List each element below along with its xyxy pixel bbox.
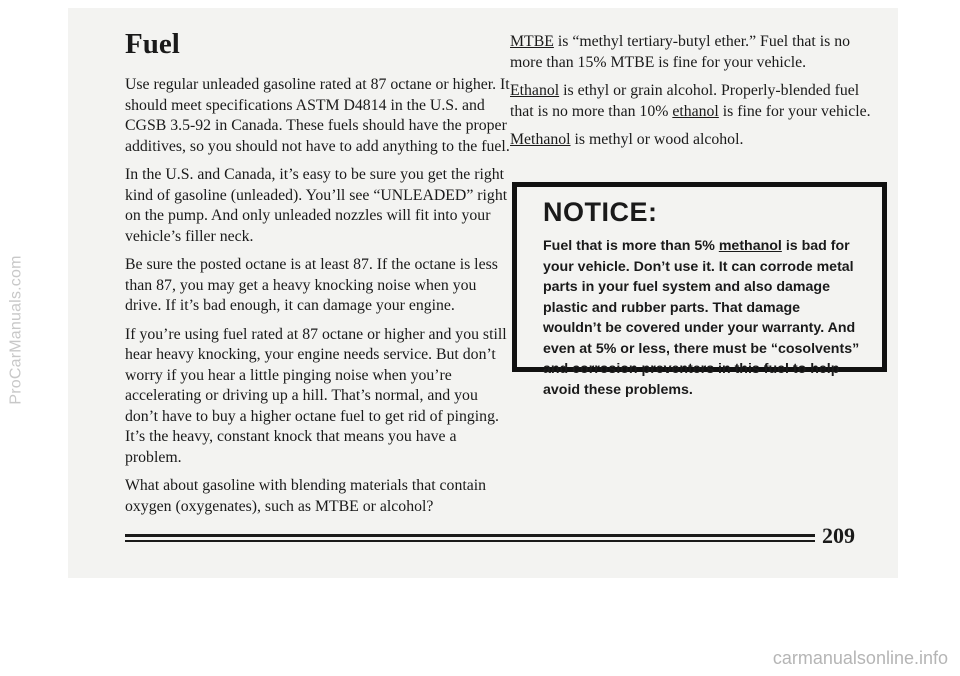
side-watermark-text: ProCarManuals.com [8, 255, 26, 405]
ethanol-text-a: is ethyl or grain alcohol. Properly-blended fuel that is no more than 10% [510, 82, 860, 120]
paragraph-gasoline-rating: Use regular unleaded gasoline rated at 87 octane or higher. It should meet specifications ASTM D4814 in the U.S. and CGSB 3.5-92 in Canada. These fuels should have the proper additives, so you should not have to add anything to the fuel. [125, 76, 510, 155]
term-ethanol: Ethanol [510, 82, 560, 99]
bottom-watermark: carmanualsonline.info [772, 648, 948, 668]
notice-text-a: Fuel that is more than 5% [543, 238, 719, 254]
page-number: 209 [822, 523, 855, 548]
notice-text-b: is bad for your vehicle. Don’t use it. It can corrode metal parts in your fuel system and also damage plastic and rubber parts. That damage wouldn’t be covered under your warranty. And even at 5% or less, there must be “cosolvents” and corrosion preventers in this fuel to help avoid these problems. [543, 238, 860, 398]
side-watermark [6, 70, 28, 590]
footer-rule-thin [125, 540, 815, 542]
mtbe-text: is “methyl tertiary-butyl ether.” Fuel that is no more than 15% MTBE is fine for your vehicle. [510, 33, 851, 71]
paragraph-oxygenates: What about gasoline with blending materials that contain oxygen (oxygenates), such as MTBE or alcohol? [125, 477, 487, 515]
notice-title: NOTICE: [543, 197, 658, 227]
term-methanol: Methanol [510, 131, 571, 148]
left-column [125, 28, 510, 525]
paragraph-mtbe [510, 32, 885, 73]
notice-box [512, 182, 887, 398]
page-title: Fuel [125, 28, 180, 60]
right-column [510, 32, 885, 159]
paragraph-octane: Be sure the posted octane is at least 87. If the octane is less than 87, you may get a heavy knocking noise when you drive. If it’s bad enough, it can damage your engine. [125, 256, 498, 314]
term-ethanol-inline: ethanol [672, 102, 719, 120]
methanol-text: is methyl or wood alcohol. [570, 131, 744, 148]
paragraph-ethanol [510, 81, 885, 122]
paragraph-knocking: If you’re using fuel rated at 87 octane or higher and you still hear heavy knocking, your engine needs service. But don’t worry if you hear a little pinging noise when you’re accelerating or driving up a hill. That’s normal, and you don’t have to buy a higher octane fuel to get rid of pinging. It’s the heavy, constant knock that means you have a problem. [125, 325, 507, 466]
paragraph-methanol [510, 130, 885, 151]
term-mtbe: MTBE [510, 33, 554, 50]
notice-body [543, 236, 862, 400]
notice-term-methanol: methanol [718, 238, 782, 254]
ethanol-text-b: is fine for your vehicle. [718, 102, 871, 120]
paragraph-unleaded: In the U.S. and Canada, it’s easy to be sure you get the right kind of gasoline (unleaded). You’ll see “UNLEADED” right on the pump. And only unleaded nozzles will fit into your vehicle’s filler neck. [125, 166, 508, 245]
footer-rule-thick [125, 534, 815, 537]
